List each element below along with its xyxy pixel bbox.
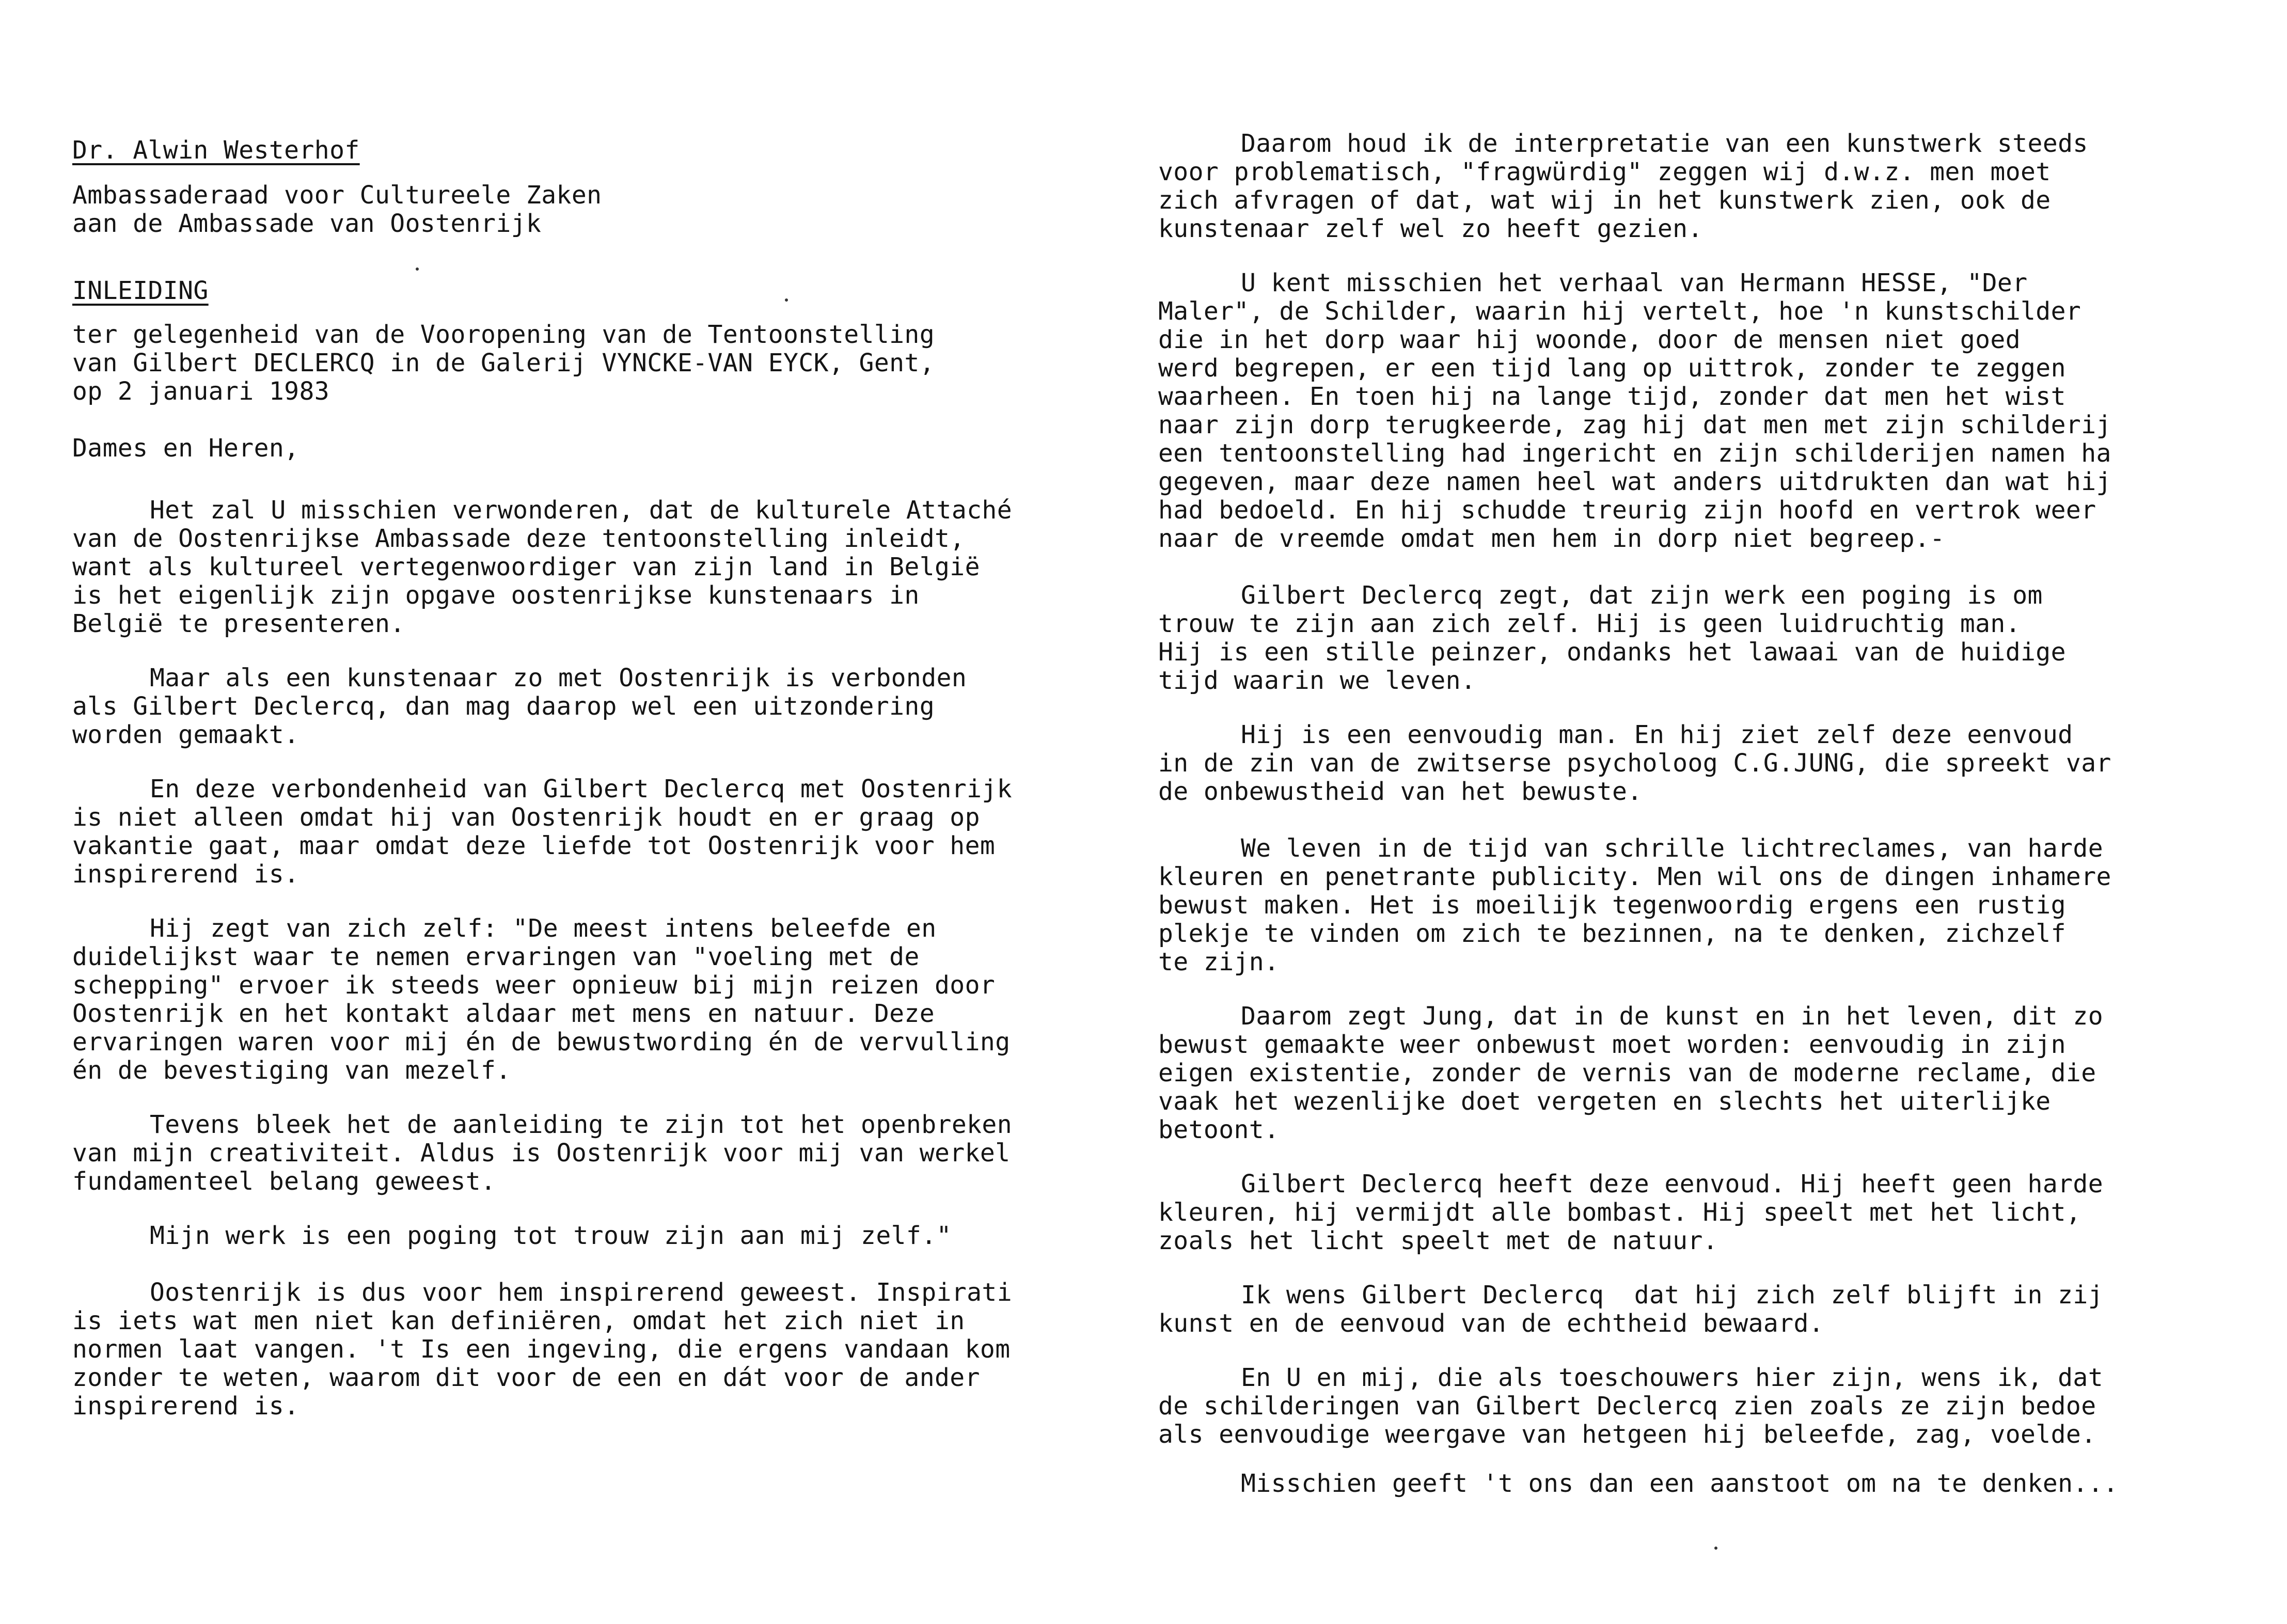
paragraph-line: Mijn werk is een poging tot trouw zijn aan mij zelf." [150, 1221, 952, 1250]
salutation: Dames en Heren, [72, 434, 299, 463]
author-name: Dr. Alwin Westerhof [72, 136, 360, 165]
paragraph-line: vaak het wezenlijke doet vergeten en slechts het uiterlijke [1158, 1087, 2051, 1116]
paragraph-line: naar zijn dorp terugkeerde, zag hij dat men met zijn schilderij [1158, 411, 2111, 439]
paragraph-line: als eenvoudige weergave van hetgeen hij beleefde, zag, voelde. [1158, 1420, 2096, 1449]
paragraph-line: Maler", de Schilder, waarin hij vertelt, hoe 'n kunstschilder [1158, 297, 2081, 326]
paragraph-line: van de Oostenrijkse Ambassade deze tentoonstelling inleidt, [72, 524, 965, 553]
paragraph-line: Oostenrijk en het kontakt aldaar met mens en natuur. Deze [72, 999, 935, 1028]
paragraph-line: schepping" ervoer ik steeds weer opnieuw bij mijn reizen door [72, 971, 996, 1000]
paragraph-line: Misschien geeft 't ons dan een aanstoot om na te denken... [1241, 1469, 2119, 1498]
section-heading: INLEIDING [72, 276, 209, 305]
paragraph-line: Het zal U misschien verwonderen, dat de kulturele Attaché [150, 496, 1013, 525]
author-role-line-2: aan de Ambassade van Oostenrijk [72, 209, 542, 238]
paragraph-line: Gilbert Declercq heeft deze eenvoud. Hij heeft geen harde [1241, 1170, 2104, 1199]
paragraph-line: de schilderingen van Gilbert Declercq zien zoals ze zijn bedoe [1158, 1392, 2096, 1421]
scan-speck [416, 267, 419, 271]
paragraph-line: normen laat vangen. 't Is een ingeving, die ergens vandaan kom [72, 1335, 1011, 1364]
page-margin [2189, 0, 2287, 1624]
paragraph-line: kunstenaar zelf wel zo heeft gezien. [1158, 214, 1703, 243]
paragraph-line: Gilbert Declercq zegt, dat zijn werk een poging is om [1241, 581, 2043, 610]
paragraph-line: had bedoeld. En hij schudde treurig zijn hoofd en vertrok weer [1158, 496, 2096, 525]
paragraph-line: én de bevestiging van mezelf. [72, 1056, 511, 1085]
paragraph-line: Daarom zegt Jung, dat in de kunst en in het leven, dit zo [1241, 1002, 2104, 1031]
occasion-line: op 2 januari 1983 [72, 377, 330, 406]
paragraph-line: Maar als een kunstenaar zo met Oostenrijk is verbonden [150, 664, 967, 692]
paragraph-line: trouw te zijn aan zich zelf. Hij is geen luidruchtig man. [1158, 609, 2021, 638]
paragraph-line: want als kultureel vertegenwoordiger van zijn land in België [72, 553, 980, 581]
paragraph-line: Tevens bleek het de aanleiding te zijn tot het openbreken [150, 1110, 1013, 1139]
paragraph-line: betoont. [1158, 1115, 1280, 1144]
paragraph-line: zoals het licht speelt met de natuur. [1158, 1226, 1718, 1255]
paragraph-line: Ik wens Gilbert Declercq dat hij zich zelf blijft in zij [1241, 1281, 2104, 1310]
paragraph-line: Hij is een stille peinzer, ondanks het lawaai van de huidige [1158, 638, 2066, 667]
paragraph-line: ervaringen waren voor mij én de bewustwording én de vervulling [72, 1028, 1011, 1057]
occasion-line: van Gilbert DECLERCQ in de Galerij VYNCKE-VAN EYCK, Gent, [72, 349, 935, 377]
paragraph-line: tijd waarin we leven. [1158, 666, 1476, 695]
occasion-line: ter gelegenheid van de Vooropening van de Tentoonstelling [72, 320, 935, 349]
scan-speck [785, 298, 788, 302]
paragraph-line: plekje te vinden om zich te bezinnen, na te denken, zichzelf [1158, 919, 2066, 948]
paragraph-line: gegeven, maar deze namen heel wat anders uitdrukten dan wat hij [1158, 467, 2111, 496]
paragraph-line: vakantie gaat, maar omdat deze liefde tot Oostenrijk voor hem [72, 831, 996, 860]
paragraph-line: zonder te weten, waarom dit voor de een en dát voor de ander [72, 1363, 980, 1392]
paragraph-line: waarheen. En toen hij na lange tijd, zonder dat men het wist [1158, 382, 2066, 411]
paragraph-line: bewust gemaakte weer onbewust moet worden: eenvoudig in zijn [1158, 1030, 2066, 1059]
scan-speck [1714, 1547, 1717, 1550]
paragraph-line: is iets wat men niet kan definiëren, omdat het zich niet in [72, 1306, 965, 1335]
right-page [1126, 0, 2287, 1624]
paragraph-line: België te presenteren. [72, 609, 405, 638]
paragraph-line: fundamenteel belang geweest. [72, 1167, 496, 1196]
paragraph-line: Oostenrijk is dus voor hem inspirerend geweest. Inspirati [150, 1278, 1013, 1307]
paragraph-line: is niet alleen omdat hij van Oostenrijk houdt en er graag op [72, 803, 980, 832]
paragraph-line: Daarom houd ik de interpretatie van een kunstwerk steeds [1241, 129, 2088, 158]
paragraph-line: En U en mij, die als toeschouwers hier zijn, wens ik, dat [1241, 1363, 2104, 1392]
paragraph-line: voor problematisch, "fragwürdig" zeggen wij d.w.z. men moet [1158, 157, 2051, 186]
paragraph-line: worden gemaakt. [72, 720, 299, 749]
paragraph-line: kleuren en penetrante publicity. Men wil ons de dingen inhamere [1158, 862, 2111, 891]
paragraph-line: als Gilbert Declercq, dan mag daarop wel een uitzondering [72, 692, 935, 721]
paragraph-line: werd begrepen, er een tijd lang op uittrok, zonder te zeggen [1158, 354, 2066, 383]
author-role-line-1: Ambassaderaad voor Cultureele Zaken [72, 181, 602, 210]
paragraph-line: duidelijkst waar te nemen ervaringen van "voeling met de [72, 942, 920, 971]
paragraph-line: te zijn. [1158, 948, 1280, 976]
paragraph-line: inspirerend is. [72, 1392, 299, 1421]
paragraph-line: We leven in de tijd van schrille lichtreclames, van harde [1241, 834, 2104, 863]
paragraph-line: naar de vreemde omdat men hem in dorp niet begreep.- [1158, 524, 1945, 553]
paragraph-line: is het eigenlijk zijn opgave oostenrijkse kunstenaars in [72, 581, 920, 610]
paragraph-line: Hij is een eenvoudig man. En hij ziet zelf deze eenvoud [1241, 720, 2073, 749]
paragraph-line: bewust maken. Het is moeilijk tegenwoordig ergens een rustig [1158, 891, 2066, 920]
paragraph-line: Hij zegt van zich zelf: "De meest intens beleefde en [150, 914, 937, 943]
paragraph-line: van mijn creativiteit. Aldus is Oostenrijk voor mij van werkel [72, 1139, 1011, 1168]
paragraph-line: in de zin van de zwitserse psycholoog C.G.JUNG, die spreekt var [1158, 749, 2111, 778]
paragraph-line: inspirerend is. [72, 860, 299, 889]
left-page [0, 0, 1126, 1624]
paragraph-line: eigen existentie, zonder de vernis van de moderne reclame, die [1158, 1059, 2096, 1087]
paragraph-line: En deze verbondenheid van Gilbert Declercq met Oostenrijk [150, 775, 1013, 803]
paragraph-line: kleuren, hij vermijdt alle bombast. Hij speelt met het licht, [1158, 1198, 2081, 1227]
paragraph-line: U kent misschien het verhaal van Hermann HESSE, "Der [1241, 269, 2028, 297]
paragraph-line: die in het dorp waar hij woonde, door de mensen niet goed [1158, 325, 2021, 354]
paragraph-line: een tentoonstelling had ingericht en zijn schilderijen namen ha [1158, 439, 2111, 468]
paragraph-line: de onbewustheid van het bewuste. [1158, 777, 1643, 806]
paragraph-line: zich afvragen of dat, wat wij in het kunstwerk zien, ook de [1158, 186, 2051, 215]
paragraph-line: kunst en de eenvoud van de echtheid bewaard. [1158, 1309, 1824, 1338]
